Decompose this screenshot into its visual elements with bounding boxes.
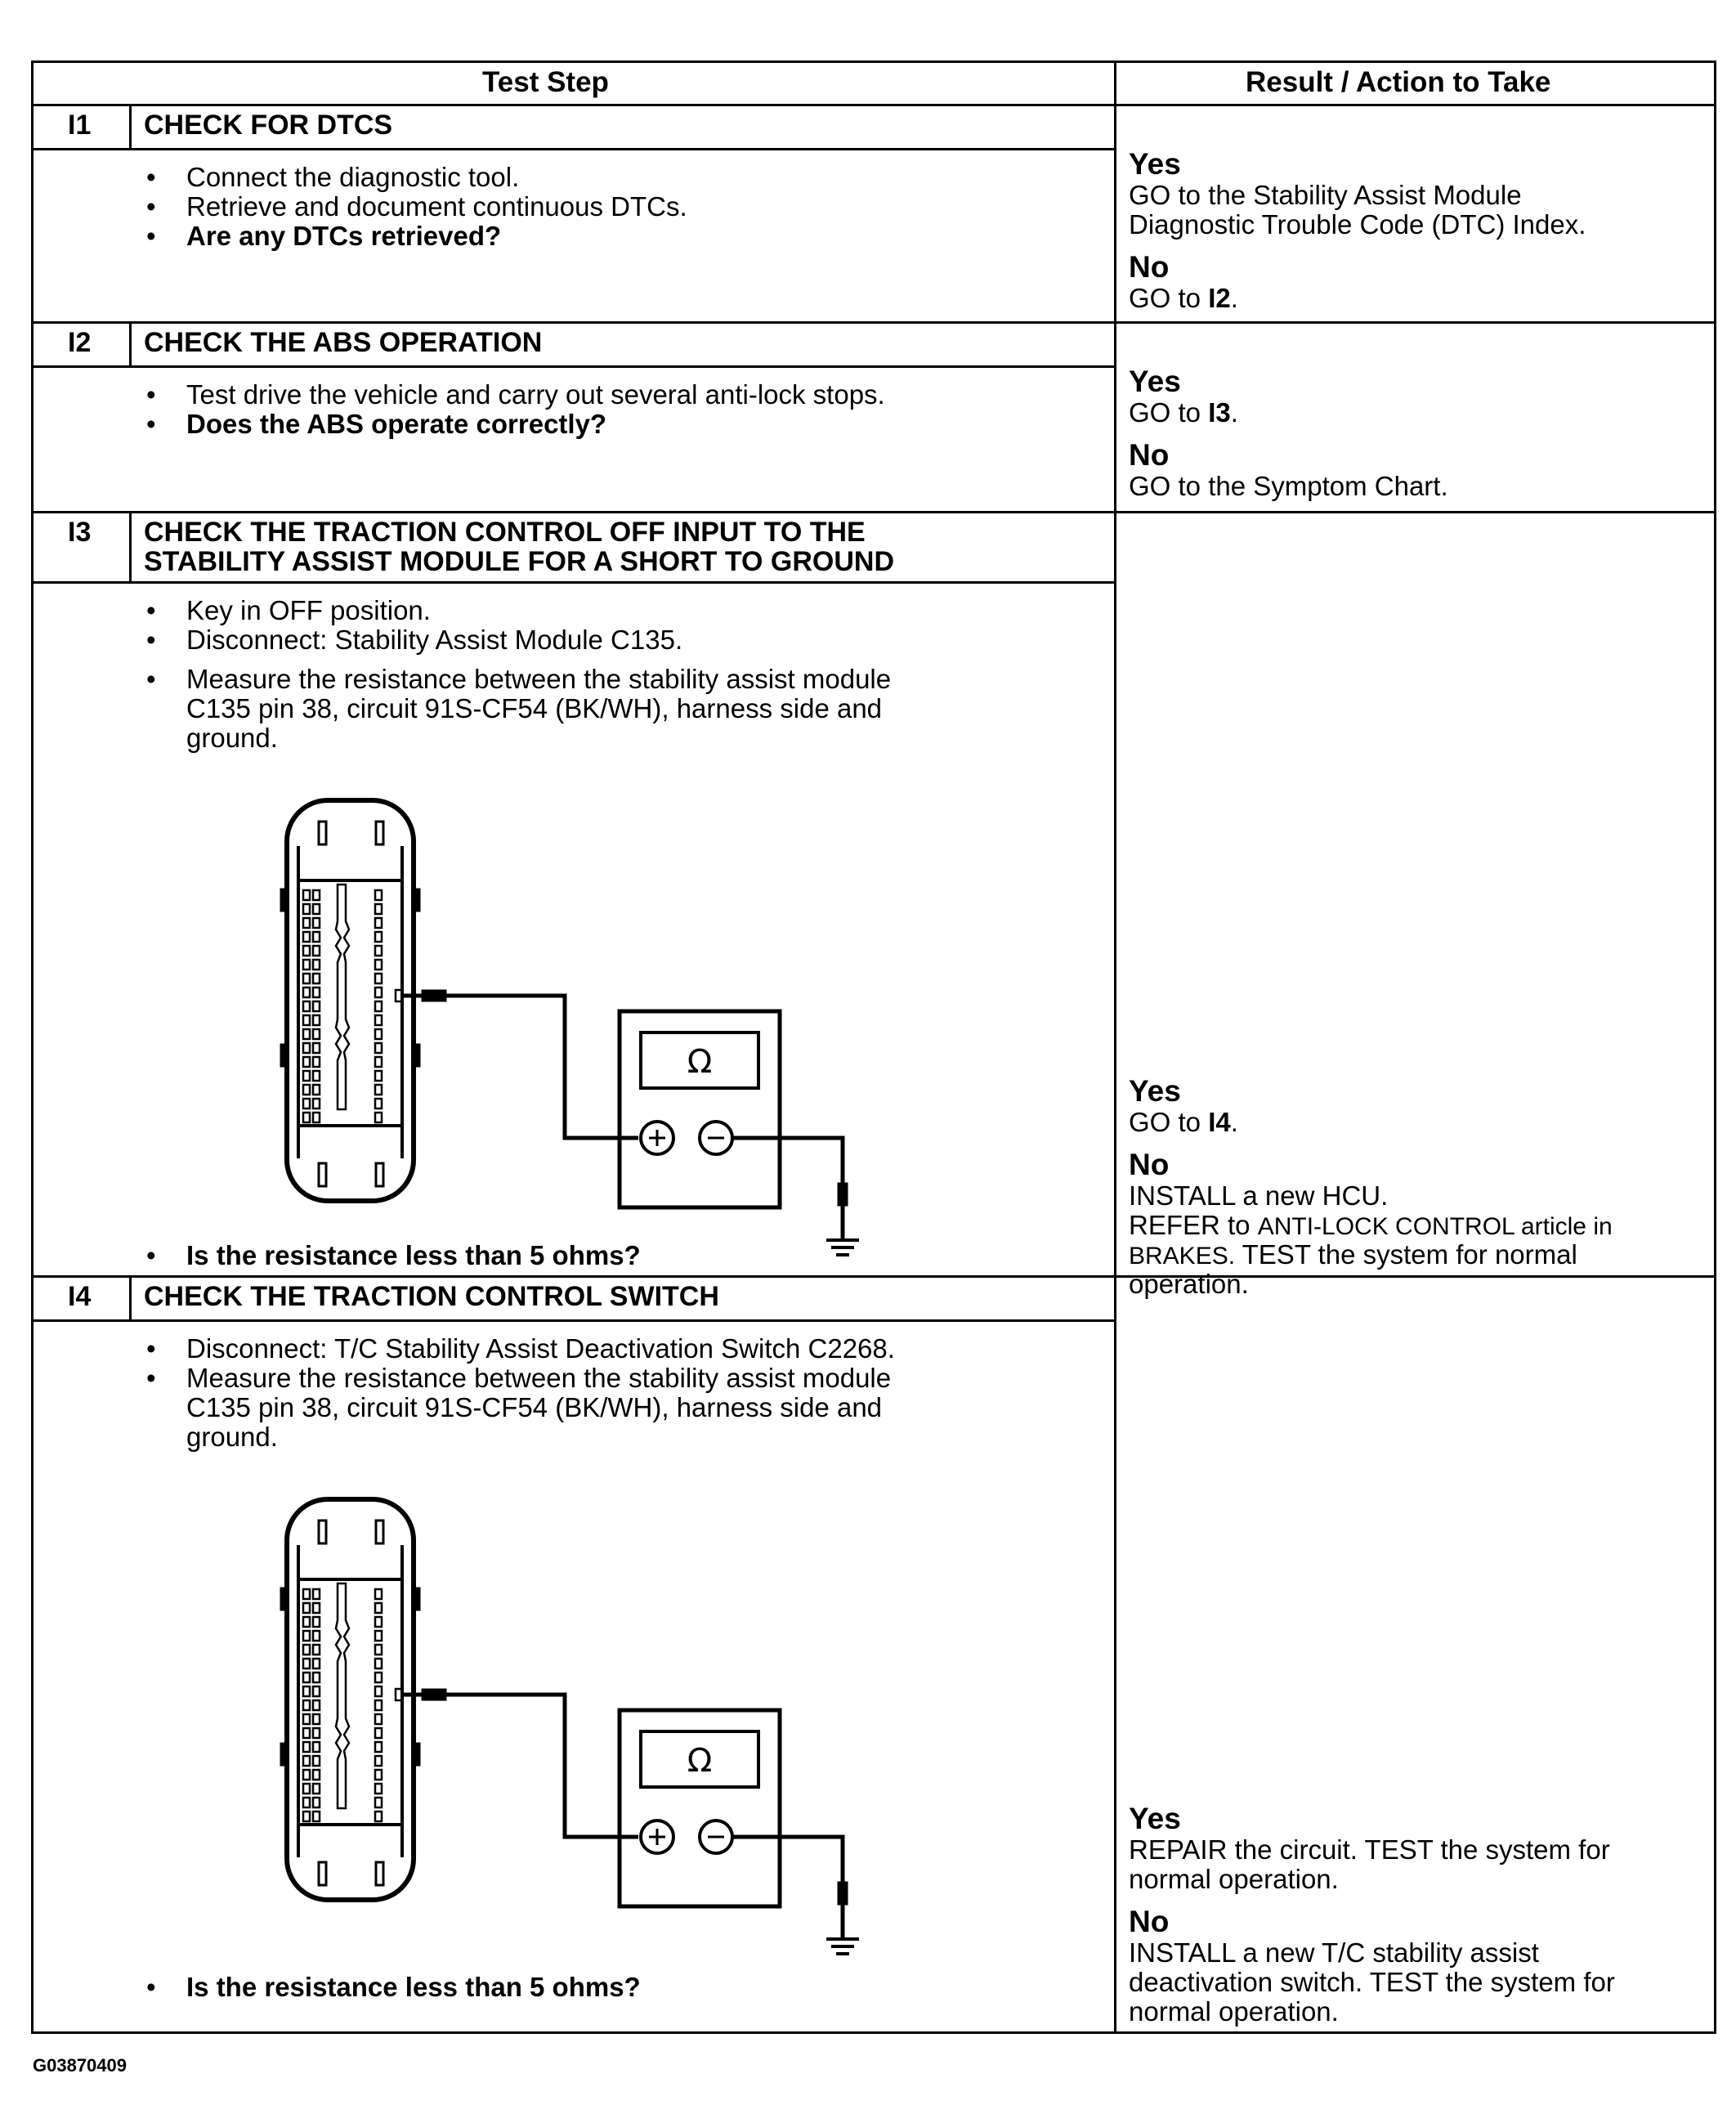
step-question: Does the ABS operate correctly?: [186, 409, 607, 439]
step-instruction: Retrieve and document continuous DTCs.: [186, 191, 687, 222]
connector-pin: [375, 1603, 382, 1613]
connector-pin: [303, 946, 310, 956]
step-instruction: Test drive the vehicle and carry out several anti-lock stops.: [186, 379, 885, 410]
connector-pin: [303, 988, 310, 997]
connector-pin: [303, 904, 310, 914]
connector-pin: [375, 1686, 382, 1696]
connector-pin: [313, 1784, 320, 1794]
step-link[interactable]: I3: [1208, 397, 1231, 428]
connector-pin: [303, 1659, 310, 1668]
connector-pin: [303, 1770, 310, 1780]
step-title: CHECK THE ABS OPERATION: [144, 327, 543, 358]
connector-pin: [375, 890, 382, 900]
connector-pin: [313, 1673, 320, 1682]
connector-pin: [375, 1099, 382, 1109]
step-title: CHECK FOR DTCS: [144, 110, 393, 141]
connector-pin: [303, 1099, 310, 1109]
test-lead-negative: [732, 1837, 848, 1905]
connector-pin: [375, 1071, 382, 1081]
connector-pin: [313, 1728, 320, 1738]
bullet: •: [146, 1333, 156, 1364]
connector-pin: [375, 1015, 382, 1025]
bullet: •: [146, 1972, 156, 2002]
result-no-label: No: [1129, 438, 1170, 472]
connector-pin: [303, 932, 310, 942]
connector-pin: [303, 1784, 310, 1794]
step-num-divider: [129, 1275, 132, 1319]
connector-pin: [303, 1015, 310, 1025]
step-instruction: Measure the resistance between the stability assist module: [186, 1363, 892, 1393]
connector-pin: [375, 1673, 382, 1682]
connector-pin: [313, 1071, 320, 1081]
connector-pin: [313, 890, 320, 900]
connector-pin: [375, 1057, 382, 1067]
connector-pin: [313, 1812, 320, 1821]
connector-pin: [303, 1001, 310, 1011]
bullet: •: [146, 162, 156, 192]
bullet: •: [146, 1363, 156, 1393]
connector-pin: [313, 1631, 320, 1641]
connector-pin: [375, 904, 382, 914]
bullet: •: [146, 625, 156, 655]
bullet: •: [146, 1240, 156, 1270]
connector-pin: [313, 904, 320, 914]
meter-display-symbol: Ω: [687, 1742, 713, 1780]
step-num-divider: [129, 321, 132, 365]
connector-pin: [313, 1099, 320, 1109]
step-number: I2: [68, 327, 92, 358]
connector-pin: [303, 890, 310, 900]
ohmmeter: [620, 1011, 780, 1207]
connector-pin: [375, 1659, 382, 1668]
connector-pin: [303, 1589, 310, 1599]
connector-pin: [313, 1756, 320, 1766]
connector-pin: [375, 1728, 382, 1738]
connector-pin: [313, 1029, 320, 1039]
row-divider: [34, 104, 1714, 106]
connector-latch: [336, 1583, 349, 1808]
result-no-text: deactivation switch. TEST the system for: [1129, 1967, 1615, 1997]
result-no-text: INSTALL a new T/C stability assist: [1129, 1937, 1539, 1968]
connector-pin: [303, 974, 310, 983]
connector-ohmmeter-diagram: [279, 791, 900, 1216]
connector-pin: [313, 1589, 320, 1599]
bullet: •: [146, 409, 156, 439]
result-yes-text: REPAIR the circuit. TEST the system for: [1129, 1834, 1610, 1865]
connector-pin: [303, 1812, 310, 1821]
connector-pin: [303, 1085, 310, 1095]
connector-pin: [313, 1645, 320, 1655]
result-no-label: No: [1129, 1905, 1170, 1938]
result-yes-label: Yes: [1129, 1802, 1181, 1835]
connector-pin: [375, 1798, 382, 1807]
pin-column-center: [336, 885, 349, 1109]
connector-pin: [303, 1603, 310, 1613]
reference-link[interactable]: BRAKES.: [1129, 1243, 1236, 1270]
connector-pin: [303, 960, 310, 970]
diagnostic-test-table: [31, 60, 1716, 2034]
connector-pin: [303, 1798, 310, 1807]
row-divider: [34, 1275, 1714, 1278]
step-instruction: Key in OFF position.: [186, 595, 431, 625]
step-instruction: Disconnect: T/C Stability Assist Deactivation Switch C2268.: [186, 1333, 895, 1364]
connector-pin: [375, 988, 382, 997]
result-no-text: normal operation.: [1129, 1996, 1339, 2027]
connector-pin: [303, 1617, 310, 1627]
test-lead-negative: [732, 1138, 848, 1206]
connector-pin: [375, 1029, 382, 1039]
connector-pin: [303, 1029, 310, 1039]
ground-symbol: [818, 1905, 867, 1962]
connector-pin: [313, 946, 320, 956]
connector-pin: [303, 1113, 310, 1122]
ohmmeter: [620, 1710, 780, 1906]
connector-pin: [303, 1673, 310, 1682]
connector-pin: [303, 918, 310, 928]
connector-pin: [375, 1043, 382, 1053]
connector-pin: [303, 1071, 310, 1081]
connector-pin: [313, 1686, 320, 1696]
connector-pin: [313, 1001, 320, 1011]
connector-pin: [375, 932, 382, 942]
step-instruction: Connect the diagnostic tool.: [186, 162, 520, 192]
row-divider: [34, 148, 1114, 150]
connector-pin: [375, 1812, 382, 1821]
result-yes-text: normal operation.: [1129, 1864, 1339, 1894]
connector-pin: [375, 1085, 382, 1095]
connector-latch: [336, 885, 349, 1109]
row-divider: [34, 581, 1114, 584]
connector-pin: [313, 1659, 320, 1668]
connector-pin: [375, 1113, 382, 1122]
connector-pin: [313, 1085, 320, 1095]
connector-pin: [375, 1645, 382, 1655]
test-lead-positive: [396, 990, 638, 1138]
result-yes-text: GO to I3.: [1129, 397, 1238, 428]
bullet: •: [146, 379, 156, 410]
result-no-text: GO to I2.: [1129, 283, 1238, 313]
step-instruction: Measure the resistance between the stability assist module: [186, 664, 892, 694]
pin-column-left: [303, 890, 320, 1122]
bullet: •: [146, 221, 156, 251]
step-number: I3: [68, 517, 92, 548]
connector-pin: [375, 1756, 382, 1766]
ground-symbol: [818, 1206, 867, 1263]
step-instruction: ground.: [186, 1422, 278, 1452]
step-question: Is the resistance less than 5 ohms?: [186, 1240, 641, 1270]
bullet: •: [146, 191, 156, 222]
connector-pin: [375, 1742, 382, 1752]
result-no-text: INSTALL a new HCU.: [1129, 1180, 1389, 1211]
result-yes-text: GO to I4.: [1129, 1107, 1238, 1137]
step-link[interactable]: I4: [1208, 1107, 1231, 1137]
step-title: STABILITY ASSIST MODULE FOR A SHORT TO GROUND: [144, 546, 895, 577]
step-num-divider: [129, 104, 132, 148]
result-yes-text: Diagnostic Trouble Code (DTC) Index.: [1129, 209, 1586, 240]
step-instruction: C135 pin 38, circuit 91S-CF54 (BK/WH), harness side and: [186, 693, 883, 723]
connector-pin: [313, 1057, 320, 1067]
meter-display-symbol: Ω: [687, 1043, 713, 1081]
connector-pin: [303, 1645, 310, 1655]
connector-pin: [303, 1714, 310, 1724]
connector-pin: [313, 1714, 320, 1724]
step-question: Are any DTCs retrieved?: [186, 221, 502, 251]
bullet: •: [146, 595, 156, 625]
connector-pin: [313, 1700, 320, 1710]
step-instruction: Disconnect: Stability Assist Module C135.: [186, 625, 683, 655]
connector-ohmmeter-diagram: [279, 1489, 900, 1915]
step-link[interactable]: I2: [1208, 283, 1231, 313]
connector-pin: [303, 1631, 310, 1641]
reference-link[interactable]: ANTI-LOCK CONTROL article in: [1257, 1213, 1613, 1240]
connector-pin: [313, 1798, 320, 1807]
step-title: CHECK THE TRACTION CONTROL OFF INPUT TO THE: [144, 517, 866, 548]
connector-pin: [303, 1057, 310, 1067]
result-no-text: REFER to ANTI-LOCK CONTROL article in: [1129, 1210, 1613, 1240]
header-result-action: Result / Action to Take: [1246, 66, 1551, 98]
connector-pin: [375, 1770, 382, 1780]
step-number: I1: [68, 110, 92, 141]
connector-pin: [313, 1617, 320, 1627]
connector-pin: [375, 1617, 382, 1627]
step-number: I4: [68, 1281, 92, 1312]
figure-id: G03870409: [33, 2055, 127, 2076]
connector-pin: [313, 1742, 320, 1752]
connector-pin: [303, 1756, 310, 1766]
row-divider: [34, 1319, 1114, 1322]
pin-column-center: [336, 1583, 349, 1808]
column-divider: [1114, 63, 1116, 2031]
pin-column-right: [375, 890, 382, 1122]
result-no-label: No: [1129, 1148, 1170, 1181]
connector-pin: [313, 988, 320, 997]
connector-pin: [313, 918, 320, 928]
connector-pin: [303, 1043, 310, 1053]
row-divider: [34, 365, 1114, 368]
connector-pin: [375, 1001, 382, 1011]
connector-pin: [375, 960, 382, 970]
connector-pin: [303, 1686, 310, 1696]
test-lead-positive: [396, 1689, 638, 1837]
result-yes-label: Yes: [1129, 1074, 1181, 1108]
connector-pin: [375, 1714, 382, 1724]
step-question: Is the resistance less than 5 ohms?: [186, 1972, 641, 2002]
result-no-text: BRAKES. TEST the system for normal: [1129, 1239, 1577, 1270]
result-no-label: No: [1129, 250, 1170, 284]
bullet: •: [146, 664, 156, 694]
connector-pin: [313, 1603, 320, 1613]
connector-pin: [303, 1700, 310, 1710]
step-num-divider: [129, 511, 132, 581]
connector-pin: [375, 1631, 382, 1641]
result-yes-label: Yes: [1129, 365, 1181, 398]
step-title: CHECK THE TRACTION CONTROL SWITCH: [144, 1281, 719, 1312]
result-no-text: operation.: [1129, 1269, 1249, 1299]
connector-pin: [313, 960, 320, 970]
pin-column-right: [375, 1589, 382, 1821]
connector-pin: [303, 1728, 310, 1738]
connector-pin: [375, 946, 382, 956]
connector-pin: [313, 1043, 320, 1053]
header-test-step: Test Step: [482, 66, 609, 98]
result-yes-label: Yes: [1129, 147, 1181, 181]
connector-pin: [375, 1700, 382, 1710]
row-divider: [34, 511, 1714, 513]
pin-column-left: [303, 1589, 320, 1821]
connector-pin: [313, 1015, 320, 1025]
connector-pin: [313, 1770, 320, 1780]
result-yes-text: GO to the Stability Assist Module: [1129, 180, 1522, 210]
connector-pin: [375, 1589, 382, 1599]
row-divider: [34, 321, 1714, 324]
connector-pin: [313, 1113, 320, 1122]
step-instruction: C135 pin 38, circuit 91S-CF54 (BK/WH), harness side and: [186, 1392, 883, 1422]
connector-pin: [375, 974, 382, 983]
connector-pin: [375, 918, 382, 928]
connector-pin: [313, 932, 320, 942]
result-no-text: GO to the Symptom Chart.: [1129, 471, 1448, 501]
connector-pin: [375, 1784, 382, 1794]
connector-pin: [303, 1742, 310, 1752]
connector-pin: [313, 974, 320, 983]
step-instruction: ground.: [186, 723, 278, 753]
